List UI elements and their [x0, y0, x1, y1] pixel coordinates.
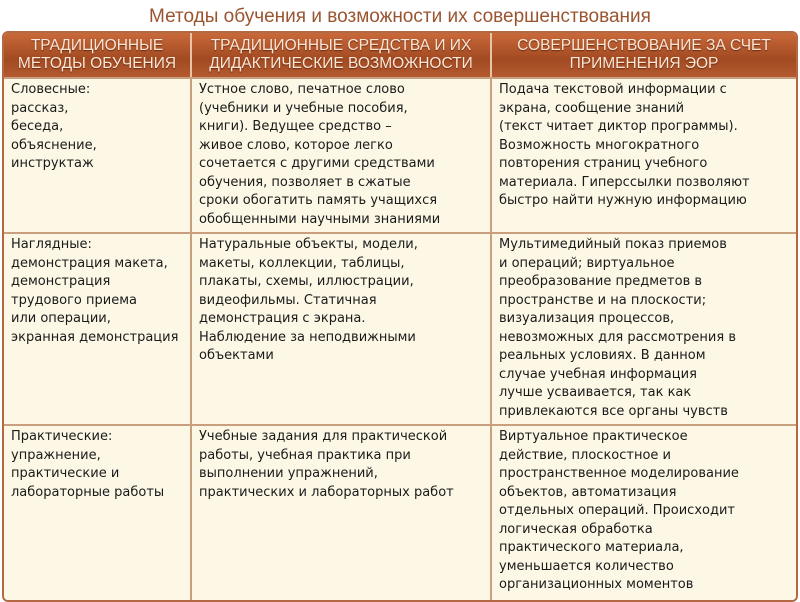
cell-line: Мультимедийный показ приемов — [499, 237, 727, 252]
cell-line: лучше усваивается, так как — [499, 385, 692, 400]
method-cell — [4, 77, 190, 232]
cell-line: сочетается с другими средствами — [199, 156, 435, 171]
eor-cell — [490, 77, 796, 232]
methods-table — [2, 31, 798, 602]
cell-line: обобщенными научными знаниями — [199, 211, 441, 227]
cell-line: Словесные: — [11, 82, 91, 97]
cell-line: экрана, сообщение знаний — [499, 100, 685, 116]
cell-line: визуализация процессов, — [499, 311, 675, 326]
cell-line: невозможных для рассмотрения в — [499, 329, 736, 345]
eor-cell — [490, 424, 796, 600]
cell-line: преобразование предметов в — [499, 274, 703, 289]
cell-line: демонстрация с экрана. — [199, 311, 366, 326]
cell-line: упражнение, — [11, 447, 101, 463]
cell-line: реальных условиях. В данном — [499, 348, 706, 363]
method-cell — [4, 232, 190, 424]
cell-line: быстро найти нужную информацию — [499, 193, 747, 208]
cell-line: Подача текстовой информации с — [499, 82, 727, 97]
table-row — [4, 77, 796, 232]
cell-line: Натуральные объекты, модели, — [199, 237, 418, 252]
cell-line: выполнении упражнений, — [199, 466, 378, 481]
table-header-row — [4, 33, 796, 77]
cell-line: сроки обогатить память учащихся — [199, 193, 438, 208]
cell-line: Учебные задания для практической — [199, 429, 448, 444]
cell-line: демонстрация — [11, 274, 111, 289]
cell-line: объектами — [199, 348, 274, 363]
method-cell — [4, 424, 190, 600]
cell-line: практические и — [11, 466, 120, 481]
cell-line: пространственное моделирование — [499, 466, 739, 481]
cell-line: или операции, — [11, 311, 111, 326]
cell-line: плакаты, схемы, иллюстрации, — [199, 274, 414, 289]
cell-line: Наблюдение за неподвижными — [199, 329, 416, 345]
cell-line: и операций; виртуальное — [499, 255, 675, 271]
cell-line: практических и лабораторных работ — [199, 484, 454, 500]
means-cell — [190, 232, 490, 424]
header-line: ТРАДИЦИОННЫЕ СРЕДСТВА И ИХ — [210, 37, 472, 54]
cell-line: действие, плоскостное и — [499, 447, 671, 463]
cell-line: лабораторные работы — [11, 484, 165, 500]
cell-line: практического материала, — [499, 540, 684, 555]
cell-line: беседа, — [11, 119, 64, 134]
cell-line: работы, учебная практика при — [199, 447, 411, 463]
cell-line: объяснение, — [11, 137, 97, 153]
cell-line: обучения, позволяет в сжатые — [199, 174, 411, 190]
header-line: МЕТОДЫ ОБУЧЕНИЯ — [17, 55, 177, 72]
cell-line: видеофильмы. Статичная — [199, 292, 377, 308]
cell-line: Виртуальное практическое — [499, 429, 688, 444]
cell-line: случае учебная информация — [499, 366, 697, 382]
cell-line: (текст читает диктор программы). — [499, 119, 738, 134]
means-cell — [190, 77, 490, 232]
cell-line: логическая обработка — [499, 521, 653, 537]
cell-line: Практические: — [11, 429, 113, 444]
cell-line: живое слово, которое легко — [199, 137, 393, 153]
cell-line: Наглядные: — [11, 237, 92, 252]
means-cell — [190, 424, 490, 600]
header-line: СОВЕРШЕНСТВОВАНИЕ ЗА СЧЕТ — [517, 37, 771, 54]
cell-line: уменьшается количество — [499, 558, 674, 574]
cell-line: инструктаж — [11, 156, 94, 171]
cell-line: (учебники и учебные пособия, — [199, 100, 408, 116]
header-traditional-means — [190, 33, 490, 77]
cell-line: рассказ, — [11, 100, 69, 116]
cell-line: экранная демонстрация — [11, 329, 179, 345]
cell-line: книги). Ведущее средство – — [199, 119, 392, 134]
header-line: ПРИМЕНЕНИЯ ЭОР — [569, 55, 719, 72]
cell-line: повторения страниц учебного — [499, 156, 708, 171]
cell-line: демонстрация макета, — [11, 255, 168, 271]
header-eor-improvement — [490, 33, 796, 77]
header-line: ТРАДИЦИОННЫЕ — [30, 37, 164, 54]
cell-line: пространстве и на плоскости; — [499, 292, 707, 308]
header-line: ДИДАКТИЧЕСКИЕ ВОЗМОЖНОСТИ — [209, 55, 473, 72]
cell-line: материала. Гиперссылки позволяют — [499, 174, 750, 190]
table-body — [4, 77, 796, 600]
cell-line: организационных моментов — [499, 577, 694, 592]
table-row — [4, 232, 796, 424]
header-traditional-methods — [4, 33, 190, 77]
table-row — [4, 424, 796, 600]
cell-line: трудового приема — [11, 292, 137, 308]
cell-line: Возможность многократного — [499, 137, 700, 153]
cell-line: макеты, коллекции, таблицы, — [199, 255, 405, 271]
eor-cell — [490, 232, 796, 424]
cell-line: объектов, автоматизация — [499, 484, 677, 500]
cell-line: отдельных операций. Происходит — [499, 503, 735, 518]
cell-line: Устное слово, печатное слово — [199, 82, 405, 97]
page-title: Методы обучения и возможности их совершенствования — [149, 6, 651, 27]
cell-line: привлекаются все органы чувств — [499, 403, 728, 419]
